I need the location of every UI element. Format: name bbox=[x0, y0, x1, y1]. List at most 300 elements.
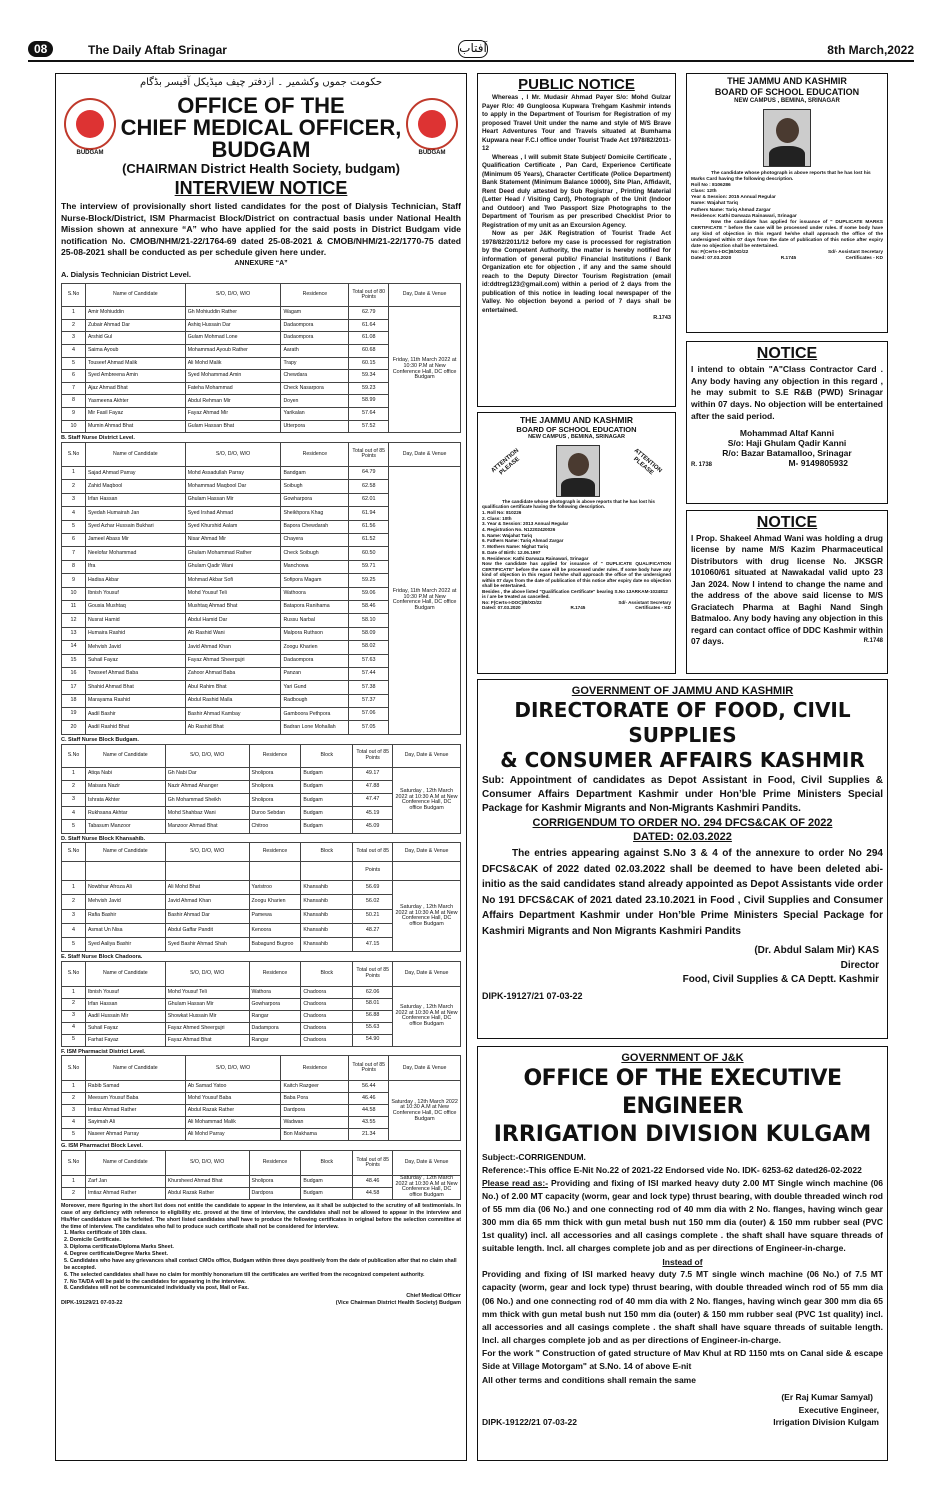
row-cell: Amir Mohiuddin bbox=[85, 307, 185, 320]
row-sno: 4 bbox=[62, 807, 86, 820]
notice2-body: I Prop. Shakeel Ahmad Wani was holding a drug license by name M/S Kazim Pharmaceutical Distributors with drug license No. JKSGR 101060/61 situated at Nawakadal valid upto 23 Jan 2024. Now I intend to change the name and the address of the above said license to M/S Graciatech Pharma at Baghi Nand Singh Batmaloo. Any body having any objection in this regard can contact office of DDC Kashmir within 07 days. bbox=[691, 533, 883, 646]
row-cell: Aarath bbox=[281, 344, 349, 357]
row-sno: 6 bbox=[62, 533, 86, 546]
row-points: 57.38 bbox=[349, 681, 389, 694]
row-cell: Dadaompora bbox=[281, 332, 349, 345]
row-cell: Trapy bbox=[281, 357, 349, 370]
row-points: 47.47 bbox=[353, 794, 393, 807]
detail-line: Roll No : 8106286 bbox=[691, 182, 731, 188]
row-points: 57.05 bbox=[349, 721, 389, 735]
table-f bbox=[61, 1055, 461, 1141]
row-cell: Pamewa bbox=[249, 909, 301, 923]
row-points: 61.56 bbox=[349, 520, 389, 533]
table-row bbox=[62, 768, 461, 781]
row-sno: 1 bbox=[62, 1081, 86, 1093]
bose2-certs: Certificates - KD bbox=[635, 605, 671, 611]
food-dipk: DIPK-19127/21 07-03-22 bbox=[482, 991, 583, 1001]
notice-title: NOTICE bbox=[756, 345, 818, 362]
row-cell: Kaitch Razgeer bbox=[281, 1081, 349, 1093]
row-cell: Gh Mohiuddin Rather bbox=[185, 307, 281, 320]
public-notice-body-2: Whereas , I will submit State Subject/ Domicile Certificate , Qualification Certificate , Pan Card, Experience Certificate (Minimum 05 Years), Character Certificate (Police Department) Bank Statement (Minimum Balance 10000), Site Plan, Affidavit, Rent Deed duly attested by Sub Registrar , Printing Material (Letter Head / Visiting Card), Photograph of the Unit (Indoor and Outdoor) and Two Passport Size Photographs to the Department of Tourism as per prescribed Checklist Prior to Registration of my unit as an Excursion Agency. bbox=[482, 153, 671, 229]
row-sno: 3 bbox=[62, 1105, 86, 1117]
row-points: 55.63 bbox=[353, 1022, 393, 1034]
row-cell: Aadil Hussain Mir bbox=[85, 1010, 165, 1022]
table-c bbox=[61, 744, 461, 834]
row-cell: Atiqa Nabi bbox=[85, 768, 165, 781]
row-points: 57.63 bbox=[349, 654, 389, 667]
row-sno: 8 bbox=[62, 560, 86, 573]
irr-read-as: Providing and fixing of ISI marked heavy duty 2.00 MT Single winch machine (06 No.) of 2.00 MT capacity (worm, gear and lock type) thrust bearing, with double threaded winch rod of 55 mm dia (06 No.) and one connecting rod of 40 mm dia with 2 No. flanges, having winch gear 300 mm dia 65 mm thick with gun metal bush nut 150 mm dia (outer) & 150 mm rubber seal (PVC 1st quality) incl. all accessories and all casings complete . the shaft shall have square threads of suitable length. Incl. all charges complete job and as per directions of Engineer-in-charge. bbox=[482, 1177, 883, 1254]
row-cell: Fayaz Ahmad Sheergujri bbox=[185, 654, 281, 667]
row-sno: 7 bbox=[62, 382, 86, 395]
row-points: 62.06 bbox=[353, 986, 393, 998]
section-e-title: E. Staff Nurse Block Chadoora. bbox=[61, 954, 143, 961]
row-points: 56.88 bbox=[353, 1010, 393, 1022]
bose2-body: Now the candidate has applied for issuance of " DUPLICATE QUALIFICATION CERTIFICATE" before the case will be processed under rules. If some body have any kind of objection in this regard he/she shall approach the office of the undersigned within 07 days from the date of publication of this notice after expiry date no objection shall be entertained. bbox=[482, 561, 671, 589]
cmo-title-2: CHIEF MEDICAL OFFICER, bbox=[120, 115, 402, 140]
irr-work-line: For the work " Construction of gated structure of Mav Khul at RD 1150 mts on Canal side & escape Side at Village Motorgam" at S.No. 14 of above E-nit bbox=[482, 1348, 883, 1372]
detail-line: 8. Candidates will not be communicated individually via post, Mail or Fax. bbox=[64, 1285, 249, 1292]
attention-stamp-left: ATTENTION PLEASE bbox=[490, 447, 522, 477]
row-cell: Rafia Bashir bbox=[85, 909, 165, 923]
nhm-emblem-left: BUDGAM bbox=[64, 98, 116, 150]
food-corrigendum-date: DATED: 02.03.2022 bbox=[633, 831, 732, 843]
row-points: 57.37 bbox=[349, 694, 389, 707]
row-cell: Chadoora bbox=[301, 1034, 353, 1046]
row-cell: Hadisa Akbar bbox=[85, 574, 185, 587]
row-points: 56.69 bbox=[353, 881, 393, 895]
detail-line: 4. Degree certificate/Degree Marks Sheet. bbox=[64, 1251, 168, 1258]
row-cell: Mir Fasil Fayaz bbox=[85, 408, 185, 421]
row-cell: Imtiaz Ahmad Rather bbox=[85, 1105, 185, 1117]
cmo-interview-notice bbox=[55, 73, 467, 1461]
row-cell: Mohammad Maqbool Dar bbox=[185, 480, 281, 493]
row-sno: 3 bbox=[62, 794, 86, 807]
table-g bbox=[61, 1150, 461, 1200]
section-b-title: B. Staff Nurse District Level. bbox=[61, 435, 135, 442]
row-points: 44.58 bbox=[349, 1105, 389, 1117]
row-cell: Mohd Shahbaz Wani bbox=[165, 807, 249, 820]
bose-marks-card-notice bbox=[686, 73, 888, 333]
row-cell: Fateha Mohammad bbox=[185, 382, 281, 395]
row-cell: Baba Pora bbox=[281, 1093, 349, 1105]
row-cell: Doyen bbox=[281, 395, 349, 408]
row-sno: 4 bbox=[62, 1117, 86, 1129]
row-points: 44.58 bbox=[353, 1187, 393, 1199]
bose-title: THE JAMMU AND KASHMIR bbox=[727, 76, 847, 86]
irr-title-1: OFFICE OF THE EXECUTIVE ENGINEER bbox=[523, 1066, 842, 1119]
row-cell: Zarf Jan bbox=[85, 1176, 165, 1188]
row-cell: Mumin Ahmad Bhat bbox=[85, 420, 185, 433]
interview-notice-title: INTERVIEW NOTICE bbox=[174, 178, 348, 198]
row-cell: Meesum Yousuf Baba bbox=[85, 1093, 185, 1105]
row-points: 61.64 bbox=[349, 319, 389, 332]
row-cell: Tabasum Manzoor bbox=[85, 820, 165, 833]
row-cell: Gulam Hassan Bhat bbox=[185, 420, 281, 433]
row-cell: Gh Nabi Dar bbox=[165, 768, 249, 781]
public-notice-body-3: Now as per J&K Registration of Tourist Trade Act 1978/82/2011/12 before my case is processed for registration by the Competent Authority, the matter is hereby notified for information of general public/ Financial Institutions / Bank Organization etc for objection , if any and the same should reach to the Deputy Director Tourism Registration (email id:ddtreg123@gmail.com) within a period of 2 days from the publication of this notice in leading local newspaper of the Valley. No objection beyond a period of 7 days shall be entertained. bbox=[482, 230, 671, 314]
row-cell: Dardpora bbox=[249, 1187, 301, 1199]
row-cell: Sayimah Ali bbox=[85, 1117, 185, 1129]
row-sno: 2 bbox=[62, 480, 86, 493]
cmo-title-3: BUDGAM bbox=[211, 137, 311, 162]
row-sno: 5 bbox=[62, 520, 86, 533]
section-a-title: A. Dialysis Technician District Level. bbox=[61, 270, 191, 280]
detail-line: Name: Wajahat Tariq bbox=[691, 201, 738, 207]
row-cell: Abdul Gaffar Pandit bbox=[165, 923, 249, 937]
row-cell: Saima Ayoub bbox=[85, 344, 185, 357]
row-cell: Ishrata Akhter bbox=[85, 794, 165, 807]
irr-signatory-name: (Er Raj Kumar Samyal) bbox=[781, 1391, 873, 1402]
section-c-title: C. Staff Nurse Block Budgam. bbox=[61, 736, 139, 743]
row-cell: Ibnish Yousuf bbox=[85, 986, 165, 998]
row-cell: Abdul Razak Rather bbox=[165, 1187, 249, 1199]
row-cell: Abdul Rashid Malla bbox=[185, 694, 281, 707]
row-cell: Ifra bbox=[85, 560, 185, 573]
row-cell: Nusrat Hamid bbox=[85, 614, 185, 627]
bose1-certs: Certificates - KD bbox=[845, 255, 883, 261]
row-sno: 2 bbox=[62, 319, 86, 332]
row-cell: Batapora Ranihama bbox=[281, 600, 349, 613]
row-cell: Syed Mohammad Amin bbox=[185, 370, 281, 383]
row-points: 58.99 bbox=[349, 395, 389, 408]
table-header: S.No Name of Candidate S/O, D/O, W/O Residence Block Total out of 85 Day, Date & Venue bbox=[62, 843, 461, 862]
row-sno: 4 bbox=[62, 507, 86, 520]
notice1-mobile: M- 9149805932 bbox=[788, 458, 848, 469]
row-points: 59.23 bbox=[349, 382, 389, 395]
row-cell: Chadoora bbox=[301, 998, 353, 1010]
row-points: 48.46 bbox=[353, 1176, 393, 1188]
interview-venue: Saturday , 12th March 2022 at 10:30 A.M at New Conference Hall, DC office Budgam bbox=[393, 768, 461, 833]
food-subject: Sub: Appointment of candidates as Depot Assistant in Food, Civil Supplies & Consumer Affairs Department Kashmir under Hon’ble Prime Ministers Special Package for Kashmir Migrants and Non-Migrants Kashmiri Pandits. bbox=[482, 775, 883, 814]
row-sno: 3 bbox=[62, 1010, 86, 1022]
row-sno: 10 bbox=[62, 587, 86, 600]
food-corrigendum: CORRIGENDUM TO ORDER NO. 294 DFCS&CAK OF 2022 bbox=[532, 817, 833, 829]
table-b bbox=[61, 442, 461, 735]
row-cell: Budgam bbox=[301, 1176, 353, 1188]
row-sno: 5 bbox=[62, 1129, 86, 1141]
row-cell: Gowharpora bbox=[249, 998, 301, 1010]
row-points: 59.06 bbox=[349, 587, 389, 600]
row-points: 46.46 bbox=[349, 1093, 389, 1105]
row-cell: Neelofar Mohammad bbox=[85, 547, 185, 560]
row-cell: Chewdara bbox=[281, 370, 349, 383]
row-cell: Fayaz Ahmad Mir bbox=[185, 408, 281, 421]
row-cell: Malpora Ruthson bbox=[281, 627, 349, 640]
row-cell: Touseef Ahmad Malik bbox=[85, 357, 185, 370]
row-cell: Nowbhar Afroza Ali bbox=[85, 881, 165, 895]
bose-title: THE JAMMU AND KASHMIR bbox=[519, 415, 633, 425]
irr-signatory-designation: Executive Engineer, bbox=[798, 1404, 879, 1415]
row-cell: Bashir Ahmad Dar bbox=[165, 909, 249, 923]
row-cell: Ali Mohd Malik bbox=[185, 357, 281, 370]
row-points: 58.02 bbox=[349, 641, 389, 654]
row-sno: 4 bbox=[62, 923, 86, 937]
table-row bbox=[62, 1081, 461, 1093]
row-points: 60.50 bbox=[349, 547, 389, 560]
bose-campus: NEW CAMPUS , BEMINA, SRINAGAR bbox=[734, 97, 840, 104]
row-cell: Gulam Mohmad Lone bbox=[185, 332, 281, 345]
row-sno: 14 bbox=[62, 641, 86, 654]
row-cell: Zoogu Kharien bbox=[249, 895, 301, 909]
public-notice-title: PUBLIC NOTICE bbox=[518, 76, 635, 93]
row-cell: Budgam bbox=[301, 820, 353, 833]
row-cell: Maisara Nazir bbox=[85, 781, 165, 794]
row-cell: Syed Irshad Ahmad bbox=[185, 507, 281, 520]
bose-campus: NEW CAMPUS , BEMINA, SRINAGAR bbox=[528, 434, 625, 441]
detail-line: 4. Registration No. N12202420026 bbox=[482, 526, 556, 532]
cmo-subtitle: (CHAIRMAN District Health Society, budgam) bbox=[122, 161, 400, 176]
row-points: 62.01 bbox=[349, 493, 389, 506]
row-sno: 3 bbox=[62, 493, 86, 506]
row-cell: Javid Ahmad Khan bbox=[185, 641, 281, 654]
bose1-signatory: Sd/- Assistant Secretary bbox=[827, 250, 883, 256]
row-cell: Ab Rashid Bhat bbox=[185, 721, 281, 735]
row-cell: Zahid Maqbool bbox=[85, 480, 185, 493]
row-cell: Dadampora bbox=[249, 1022, 301, 1034]
cmo-signatory-designation: (Vice Chairman District Health Society) Budgam bbox=[335, 1299, 461, 1306]
row-cell: Gousia Mushtaq bbox=[85, 600, 185, 613]
interview-venue: Friday, 11th March 2022 at 10:30 P.M at New Conference Hall, DC office Budgam bbox=[389, 467, 461, 735]
food-signatory-department: Food, Civil Supplies & CA Deptt. Kashmir bbox=[682, 974, 879, 985]
detail-line: 6. Fathers Name: Tariq Ahmad Zargar bbox=[482, 538, 564, 544]
row-sno: 1 bbox=[62, 881, 86, 895]
row-cell: Wadwan bbox=[281, 1117, 349, 1129]
detail-line: 6. The selected candidates shall have no claim for monthly honorarium till the certificates are verified from the recognized competent authority. bbox=[64, 1271, 425, 1278]
row-cell: Duroo Sebdan bbox=[249, 807, 301, 820]
table-header: S.No Name of Candidate S/O, D/O, W/O Residence Total out of 80 Points Day, Date & Venue bbox=[62, 284, 461, 307]
detail-line: 1. Marks certificate of 10th class. bbox=[64, 1230, 147, 1237]
irr-subject: Subject:-CORRIGENDUM. bbox=[482, 1152, 586, 1162]
row-cell: Sholipora bbox=[249, 768, 301, 781]
row-cell: Ajaz Ahmad Bhat bbox=[85, 382, 185, 395]
row-cell: Dadaompora bbox=[281, 319, 349, 332]
row-cell: Showkat Hussain Mir bbox=[165, 1010, 249, 1022]
row-sno: 6 bbox=[62, 370, 86, 383]
bose1-caption: The candidate whose photograph is above reports that he has lost his Marks Card having the following description. bbox=[691, 170, 871, 182]
row-cell: Check Nasarpora bbox=[281, 382, 349, 395]
row-sno: 2 bbox=[62, 1187, 86, 1199]
row-cell: Zahoor Ahmad Baba bbox=[185, 667, 281, 680]
interview-venue: Saturday , 12th March 2022 at 10:30 A.M at New Conference Hall, DC office Budgam bbox=[393, 881, 461, 952]
contractor-card-notice bbox=[686, 341, 888, 504]
detail-line: Residence: Kathi Darwaza Rainawari, Srinagar bbox=[691, 213, 797, 219]
bose2-caption: The candidate whose photograph is above reports that he has lost his qualification certificate having the following description. bbox=[482, 498, 655, 510]
row-sno: 2 bbox=[62, 781, 86, 794]
row-sno: 15 bbox=[62, 654, 86, 667]
section-g-title: G. ISM Pharmacist Block Level. bbox=[61, 1143, 143, 1150]
row-cell: Dadaompora bbox=[281, 654, 349, 667]
row-points: 59.25 bbox=[349, 574, 389, 587]
row-sno: 7 bbox=[62, 547, 86, 560]
row-cell: Ashiq Hussain Dar bbox=[185, 319, 281, 332]
row-cell: Chadoora bbox=[301, 1022, 353, 1034]
interview-venue: Friday, 11th March 2022 at 10:30 P.M at New Conference Hall, DC office Budgam bbox=[389, 307, 461, 433]
row-cell: Radbough bbox=[281, 694, 349, 707]
bose1-body: Now the candidate has applied for issuance of " DUPLICATE MARKS CERTIFICATE " before the case will be processed under rules. If some body have any kind of objection in this regard he/she shall approach the office of the undersigned within 07 days from the date of publication of this notice after expiry date no objection shall be entertained. bbox=[691, 220, 883, 250]
newspaper-name: The Daily Aftab Srinagar bbox=[88, 43, 227, 57]
row-cell: Syed Aaliya Bashir bbox=[85, 937, 165, 951]
row-points: 61.08 bbox=[349, 332, 389, 345]
row-cell: Zoogu Kharien bbox=[281, 641, 349, 654]
row-cell: Dardpora bbox=[281, 1105, 349, 1117]
row-sno: 9 bbox=[62, 408, 86, 421]
detail-line: 2. Domicile Certificate. bbox=[64, 1237, 121, 1244]
row-cell: Towseef Ahmad Baba bbox=[85, 667, 185, 680]
row-sno: 1 bbox=[62, 768, 86, 781]
row-cell: Mohd Yousuf Teli bbox=[165, 986, 249, 998]
newspaper-header bbox=[28, 40, 914, 62]
irr-terms: All other terms and conditions shall remain the same bbox=[482, 1374, 696, 1385]
row-points: 49.17 bbox=[353, 768, 393, 781]
row-cell: Rukhsana Akhtar bbox=[85, 807, 165, 820]
detail-line: 8. Date of Birth: 12.06.1997 bbox=[482, 549, 541, 555]
row-sno: 10 bbox=[62, 420, 86, 433]
table-row bbox=[62, 307, 461, 320]
row-cell: Mushtaq Ahmad Bhat bbox=[185, 600, 281, 613]
row-cell: Sholipora bbox=[249, 781, 301, 794]
row-cell: Chadoora bbox=[301, 986, 353, 998]
nhm-emblem-right: BUDGAM bbox=[406, 98, 458, 150]
table-row bbox=[62, 1176, 461, 1188]
food-body: The entries appearing against S.No 3 & 4 of the annexure to order No 294 DFCS&CAK of 2022 dated 02.03.2022 shall be deemed to have been deleted abi-initio as the said candidates stand already appointed as Depot Assistants vide order No 191 DFCS&CAK of 2021 dated 23.10.2021 in Food , Civil Supplies and Consumer Affairs Department Kashmir under Hon’ble Prime Ministers Special Package for Kashmiri Migrants and Non Migrants Kashmiri Pandits bbox=[482, 848, 883, 937]
row-sno: 20 bbox=[62, 721, 86, 735]
bose2-besides: Besides , the above listed "Qualification Certificate" bearing S.No 13ARKAM-1024812 is / are be treated as cancelled. bbox=[482, 588, 668, 600]
bose1-file-no: No: F(Certs-I-DC)B/XD/22 bbox=[691, 250, 749, 256]
row-cell: Mohd Yousuf Teli bbox=[185, 587, 281, 600]
row-points: 62.79 bbox=[349, 307, 389, 320]
row-cell: Ali Mohammad Malik bbox=[185, 1117, 281, 1129]
row-points: 21.34 bbox=[349, 1129, 389, 1141]
row-cell: Soibugh bbox=[281, 480, 349, 493]
row-cell: Shahid Ahmad Bhat bbox=[85, 681, 185, 694]
detail-line: Class: 12th bbox=[691, 188, 717, 194]
points-label: Points bbox=[353, 862, 393, 881]
row-cell: Yari Gund bbox=[281, 681, 349, 694]
row-cell: Abdul Rehman Mir bbox=[185, 395, 281, 408]
food-title-2: & CONSUMER AFFAIRS KASHMIR bbox=[500, 748, 865, 772]
row-points: 57.44 bbox=[349, 667, 389, 680]
row-cell: Sholipora bbox=[249, 1176, 301, 1188]
row-cell: Budgam bbox=[301, 768, 353, 781]
row-cell: Bapora Chewdarah bbox=[281, 520, 349, 533]
row-cell: Ali Mohd Parray bbox=[185, 1129, 281, 1141]
public-notice bbox=[477, 73, 676, 407]
table-e bbox=[61, 961, 461, 1047]
row-cell: Syed Ambreena Amin bbox=[85, 370, 185, 383]
notice1-body: I intend to obtain "A"Class Contractor Card . Any body having any objection in this regard , he may submit to S.E R&B (PWD) Srinagar within 07 days. No objection will be entertained after the said period. bbox=[691, 364, 883, 421]
notice1-ref: R. 1738 bbox=[691, 462, 713, 469]
row-sno: 9 bbox=[62, 574, 86, 587]
row-cell: Ibnish Yousuf bbox=[85, 587, 185, 600]
section-f-title: F. ISM Pharmacist District Level. bbox=[61, 1048, 146, 1055]
bose1-date: Dated: 07.03.2020 bbox=[691, 255, 732, 261]
row-sno: 2 bbox=[62, 998, 86, 1010]
row-sno: 17 bbox=[62, 681, 86, 694]
food-signatory-designation: Director bbox=[840, 960, 879, 971]
row-cell: Wathoora bbox=[281, 587, 349, 600]
row-sno: 1 bbox=[62, 467, 86, 480]
row-cell: Yasmeena Akhter bbox=[85, 395, 185, 408]
row-points: 58.01 bbox=[353, 998, 393, 1010]
masthead-logo: آفتاب bbox=[458, 40, 488, 58]
cmo-dipk: DIPK-19129/21 07-03-22 bbox=[61, 1299, 123, 1306]
cmo-footer-paragraph: Moreover, mere figuring in the short list does not entitle the candidate to appear in the interview, as it shall be subjected to the scrutiny of all testimonials. In case of any deficiency with reference to eligibility etc. proved at the time of interview, the candidates shall not be allowed to appear in the interview and His/Her candidature will be forfeited. The short listed candidates shall have to produce the following certificates in original before the selection committee at the time of interview. The candidates who fail to produce such certificate shall not be considered for interview. bbox=[61, 1202, 461, 1230]
row-cell: Budgam bbox=[301, 794, 353, 807]
row-cell: Ghulam Mohammad Rather bbox=[185, 547, 281, 560]
row-cell: Nazir Ahmad Ahanger bbox=[165, 781, 249, 794]
row-cell: Syed Khurshid Aalam bbox=[185, 520, 281, 533]
row-cell: Khansahib bbox=[301, 895, 353, 909]
row-cell: Bon Makhama bbox=[281, 1129, 349, 1141]
row-cell: Abdul Hamid Dar bbox=[185, 614, 281, 627]
row-points: 58.46 bbox=[349, 600, 389, 613]
detail-line: 5. Name: Wajahat Tariq bbox=[482, 532, 533, 538]
row-points: 62.58 bbox=[349, 480, 389, 493]
row-cell: Javid Ahmad Khan bbox=[165, 895, 249, 909]
row-cell: Ab Rashid Wani bbox=[185, 627, 281, 640]
row-sno: 5 bbox=[62, 357, 86, 370]
table-header: S.No Name of Candidate S/O, D/O, W/O Residence Block Total out of 85 Points Day, Date & Venue bbox=[62, 744, 461, 768]
row-sno: 3 bbox=[62, 332, 86, 345]
row-sno: 13 bbox=[62, 627, 86, 640]
row-cell: Chayera bbox=[281, 533, 349, 546]
row-cell: Farhat Fayaz bbox=[85, 1034, 165, 1046]
detail-line: Year & Session: 2015 Annual Regular bbox=[691, 195, 776, 201]
irr-instead-of: Instead of bbox=[662, 1256, 703, 1267]
row-cell: Utterpora bbox=[281, 420, 349, 433]
row-cell: Mohammad Ayoub Rather bbox=[185, 344, 281, 357]
row-cell: Babagund Bugroo bbox=[249, 937, 301, 951]
candidate-photo bbox=[763, 109, 811, 167]
row-cell: Asmat Un Nisa bbox=[85, 923, 165, 937]
row-cell: Mohd Yousuf Baba bbox=[185, 1093, 281, 1105]
row-cell: Budgam bbox=[301, 781, 353, 794]
detail-line: 2. Class: 10th bbox=[482, 515, 512, 521]
irr-reference: Reference:-This office E-Nit No.22 of 2021-22 Endorsed vide No. IDK- 6253-62 dated26-02-2022 bbox=[482, 1164, 862, 1175]
row-sno: 5 bbox=[62, 820, 86, 833]
row-cell: Mohmad Akbar Sofi bbox=[185, 574, 281, 587]
row-points: 59.34 bbox=[349, 370, 389, 383]
food-gov-title: GOVERNMENT OF JAMMU AND KASHMIR bbox=[571, 685, 794, 697]
detail-line: Fathers Name: Tariq Ahmad Zargar bbox=[691, 207, 771, 213]
row-cell: Panzan bbox=[281, 667, 349, 680]
row-points: 43.55 bbox=[349, 1117, 389, 1129]
row-cell: Suhail Fayaz bbox=[85, 654, 185, 667]
row-points: 50.21 bbox=[353, 909, 393, 923]
public-notice-ref: R.1743 bbox=[653, 315, 671, 321]
row-points: 48.27 bbox=[353, 923, 393, 937]
row-cell: Humaira Rashid bbox=[85, 627, 185, 640]
drug-license-notice bbox=[686, 510, 888, 674]
row-cell: Sholipora bbox=[249, 794, 301, 807]
row-cell: Ghulam Qadir Wani bbox=[185, 560, 281, 573]
row-cell: Khansahib bbox=[301, 937, 353, 951]
bose1-ref: R.1745 bbox=[780, 255, 797, 261]
row-cell: Syed Azhar Hussain Bukhari bbox=[85, 520, 185, 533]
bose-title-2: BOARD OF SCHOOL EDUCATION bbox=[714, 86, 860, 97]
food-directorate-corrigendum bbox=[477, 679, 888, 1039]
row-cell: Khansahib bbox=[301, 909, 353, 923]
detail-line: 9. Residence: Kathi Darwaza Rainawari, Srinagar bbox=[482, 555, 589, 561]
row-points: 54.90 bbox=[353, 1034, 393, 1046]
table-header: S.No Name of Candidate S/O, D/O, W/O Residence Block Total out of 85 Points Day, Date & Venue bbox=[62, 961, 461, 986]
section-d-title: D. Staff Nurse Block Khansahib. bbox=[61, 835, 146, 842]
issue-date: 8th March,2022 bbox=[827, 43, 914, 57]
notice1-name: Mohammad Altaf Kanni bbox=[739, 427, 835, 438]
row-cell: Bashir Ahmad Kambay bbox=[185, 708, 281, 721]
row-sno: 1 bbox=[62, 986, 86, 998]
